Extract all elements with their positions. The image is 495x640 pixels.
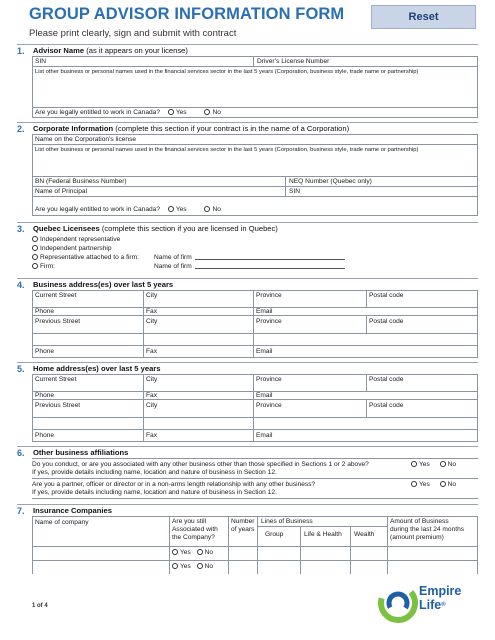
section-number: 5. (17, 364, 25, 374)
principal-name-field[interactable]: Name of Principal (35, 188, 88, 195)
corporation-name-field[interactable]: Name on the Corporation’s license (35, 136, 137, 143)
row-divider (32, 196, 478, 197)
radio-firm[interactable]: Firm: (32, 263, 55, 270)
column-divider (350, 526, 351, 574)
current-street-field[interactable]: Current Street (35, 292, 77, 299)
row-divider (32, 429, 478, 430)
radio-no[interactable]: No (197, 549, 213, 556)
empire-life-logo (378, 583, 476, 627)
row-divider (32, 546, 478, 547)
section-divider (17, 362, 478, 363)
row-divider (32, 478, 478, 479)
radio-yes[interactable]: Yes (168, 206, 187, 213)
radio-circle-icon (411, 481, 417, 487)
city-field[interactable]: City (146, 318, 158, 325)
previous-street-field[interactable]: Previous Street (35, 402, 81, 409)
radio-circle-icon (197, 549, 203, 555)
page-number: 1 of 4 (32, 603, 48, 609)
section-box (32, 374, 478, 442)
phone-field[interactable]: Phone (35, 392, 55, 399)
row-divider (32, 498, 478, 499)
radio-circle-icon (204, 109, 210, 115)
row-divider (32, 560, 478, 561)
section-6-other-business-affiliations (17, 448, 478, 502)
radio-yes[interactable]: Yes (411, 481, 430, 488)
section-heading: Home address(es) over last 5 years (33, 364, 161, 373)
affiliation-question-1-note: If yes, provide details including name, location and nature of business in Section 12. (32, 469, 277, 476)
column-divider (366, 374, 367, 391)
section-divider (17, 446, 478, 447)
section-divider (17, 222, 478, 223)
city-field[interactable]: City (146, 376, 158, 383)
subheader-divider (258, 526, 387, 527)
column-divider (169, 516, 170, 574)
row-divider (32, 399, 478, 400)
postal-code-field[interactable]: Postal code (369, 318, 404, 325)
radio-independent-representative[interactable]: Independent representative (32, 236, 120, 243)
affiliation-1-radios (411, 461, 456, 468)
fax-field[interactable]: Fax (146, 432, 157, 439)
row-divider (32, 144, 478, 145)
radio-independent-partnership[interactable]: Independent partnership (32, 245, 112, 252)
other-names-field[interactable]: List other business or personal names used in the financial services sector in the last 5 years (Corporation, business style, trade name or partnership) (35, 69, 419, 75)
section-box (32, 290, 478, 358)
section-5-home-addresses (17, 364, 478, 444)
radio-representative-attached[interactable]: Representative attached to a firm: (32, 254, 139, 261)
column-divider (253, 374, 254, 442)
column-divider (300, 526, 301, 574)
city-field[interactable]: City (146, 292, 158, 299)
section-4-business-addresses (17, 280, 478, 360)
province-field[interactable]: Province (256, 292, 282, 299)
section-3-quebec-licensees (17, 224, 478, 276)
col-wealth: Wealth (354, 531, 375, 538)
province-field[interactable]: Province (256, 376, 282, 383)
section-number: 6. (17, 448, 25, 458)
row-divider (32, 345, 478, 346)
radio-no[interactable]: No (440, 461, 456, 468)
form-subtitle: Please print clearly, sign and submit with contract (29, 28, 237, 39)
fax-field[interactable]: Fax (146, 348, 157, 355)
postal-code-field[interactable]: Postal code (369, 402, 404, 409)
email-field[interactable]: Email (256, 308, 273, 315)
row-divider (32, 307, 478, 308)
col-group: Group (265, 531, 284, 538)
column-divider (253, 56, 254, 67)
affiliation-question-2-note: If yes, provide details including name, location and nature of business in Section 12. (32, 489, 277, 496)
postal-code-field[interactable]: Postal code (369, 292, 404, 299)
phone-field[interactable]: Phone (35, 308, 55, 315)
other-names-field[interactable]: List other business or personal names used in the financial services sector in the last 5 years (Corporation, business style, trade name or partnership) (35, 147, 419, 153)
section-number: 3. (17, 224, 25, 234)
radio-circle-icon (168, 206, 174, 212)
input-underline (195, 254, 345, 260)
col-number-of-years: Number of years (231, 518, 255, 533)
section-2-corporate-information (17, 124, 478, 220)
section-1-advisor-name (17, 46, 478, 120)
email-field[interactable]: Email (256, 392, 273, 399)
section-heading: Advisor Name (as it appears on your license) (33, 46, 188, 55)
radio-yes[interactable]: Yes (172, 563, 191, 570)
affiliation-2-radios (411, 481, 456, 488)
section-heading: Other business affiliations (33, 448, 129, 457)
col-lines-of-business: Lines of Business (261, 518, 313, 525)
province-field[interactable]: Province (256, 318, 282, 325)
neq-field[interactable]: NEQ Number (Quebec only) (289, 178, 372, 185)
principal-sin-field[interactable]: SIN (289, 188, 300, 195)
section-divider (17, 122, 478, 123)
affiliation-question-1: Do you conduct, or are you associated with any other business other than those specified in Sections 1 or 2 above? (32, 461, 369, 468)
radio-no[interactable]: No (197, 563, 213, 570)
section-number: 1. (17, 46, 25, 56)
previous-street-field[interactable]: Previous Street (35, 318, 81, 325)
radio-circle-icon (32, 263, 38, 269)
firm-name-field-1[interactable]: Name of firm (154, 254, 345, 261)
radio-yes[interactable]: Yes (168, 109, 187, 116)
col-amount-of-business: Amount of Business during the last 24 months (amount premium) (390, 518, 465, 541)
city-field[interactable]: City (146, 402, 158, 409)
radio-circle-icon (411, 461, 417, 467)
row-divider (32, 417, 478, 418)
col-company-name: Name of company (35, 519, 89, 526)
column-divider (366, 315, 367, 333)
col-still-associated: Are you still Associated with the Company? (172, 518, 218, 541)
input-underline (195, 263, 345, 269)
postal-code-field[interactable]: Postal code (369, 376, 404, 383)
radio-circle-icon (168, 109, 174, 115)
radio-circle-icon (204, 206, 210, 212)
column-divider (143, 374, 144, 442)
section-number: 2. (17, 124, 25, 134)
bn-field[interactable]: BN (Federal Business Number) (35, 178, 127, 185)
drivers-license-field[interactable]: Driver’s License Number (257, 58, 330, 65)
province-field[interactable]: Province (256, 402, 282, 409)
row-divider (32, 333, 478, 334)
form-title: GROUP ADVISOR INFORMATION FORM (29, 5, 345, 23)
legal-to-work-question: Are you legally entitled to work in Canada? Yes No (35, 109, 221, 116)
radio-circle-icon (172, 563, 178, 569)
affiliation-question-2: Are you a partner, officer or director or in a non-arms length relationship with any other business? (32, 481, 316, 488)
firm-name-field-2[interactable]: Name of firm (154, 263, 345, 270)
section-7-insurance-companies (17, 506, 478, 574)
radio-no[interactable]: No (204, 206, 220, 213)
row-divider (32, 391, 478, 392)
radio-yes[interactable]: Yes (172, 549, 191, 556)
row-divider (32, 458, 478, 459)
row-divider (32, 186, 478, 187)
col-life-health: Life & Health (304, 531, 342, 538)
column-divider (366, 290, 367, 307)
row-1-associated-radios (172, 549, 213, 556)
email-field[interactable]: Email (256, 432, 273, 439)
phone-field[interactable]: Phone (35, 432, 55, 439)
radio-no[interactable]: No (440, 481, 456, 488)
section-divider (17, 44, 478, 45)
radio-no[interactable]: No (204, 109, 220, 116)
radio-yes[interactable]: Yes (411, 461, 430, 468)
row-divider (32, 176, 478, 177)
current-street-field[interactable]: Current Street (35, 376, 77, 383)
phone-field[interactable]: Phone (35, 348, 55, 355)
section-heading: Business address(es) over last 5 years (33, 280, 174, 289)
logo-wordmark: Empire Life® (419, 584, 462, 612)
radio-circle-icon (197, 563, 203, 569)
legal-to-work-question: Are you legally entitled to work in Canada? Yes No (35, 206, 221, 213)
fax-field[interactable]: Fax (146, 308, 157, 315)
sin-field[interactable]: SIN (35, 58, 46, 65)
column-divider (366, 399, 367, 417)
fax-field[interactable]: Fax (146, 392, 157, 399)
section-number: 7. (17, 506, 25, 516)
row-divider (32, 107, 478, 108)
section-heading: Corporate Information (complete this section if your contract is in the name of a Corporation) (33, 124, 350, 133)
email-field[interactable]: Email (256, 348, 273, 355)
section-number: 4. (17, 280, 25, 290)
radio-circle-icon (32, 254, 38, 260)
reset-button[interactable]: Reset (371, 5, 476, 29)
empire-life-swirl-icon (378, 583, 418, 623)
column-divider (253, 290, 254, 358)
column-divider (143, 290, 144, 358)
radio-circle-icon (172, 549, 178, 555)
column-divider (228, 516, 229, 574)
section-divider (17, 504, 478, 505)
row-divider (32, 315, 478, 316)
radio-circle-icon (440, 461, 446, 467)
row-2-associated-radios (172, 563, 213, 570)
section-divider (17, 278, 478, 279)
column-divider (257, 516, 258, 574)
row-divider (32, 66, 478, 67)
section-heading: Quebec Licensees (complete this section if you are licensed in Quebec) (33, 224, 278, 233)
radio-circle-icon (32, 245, 38, 251)
section-heading: Insurance Companies (33, 506, 112, 515)
radio-circle-icon (32, 236, 38, 242)
radio-circle-icon (440, 481, 446, 487)
column-divider (387, 516, 388, 574)
column-divider (285, 176, 286, 197)
